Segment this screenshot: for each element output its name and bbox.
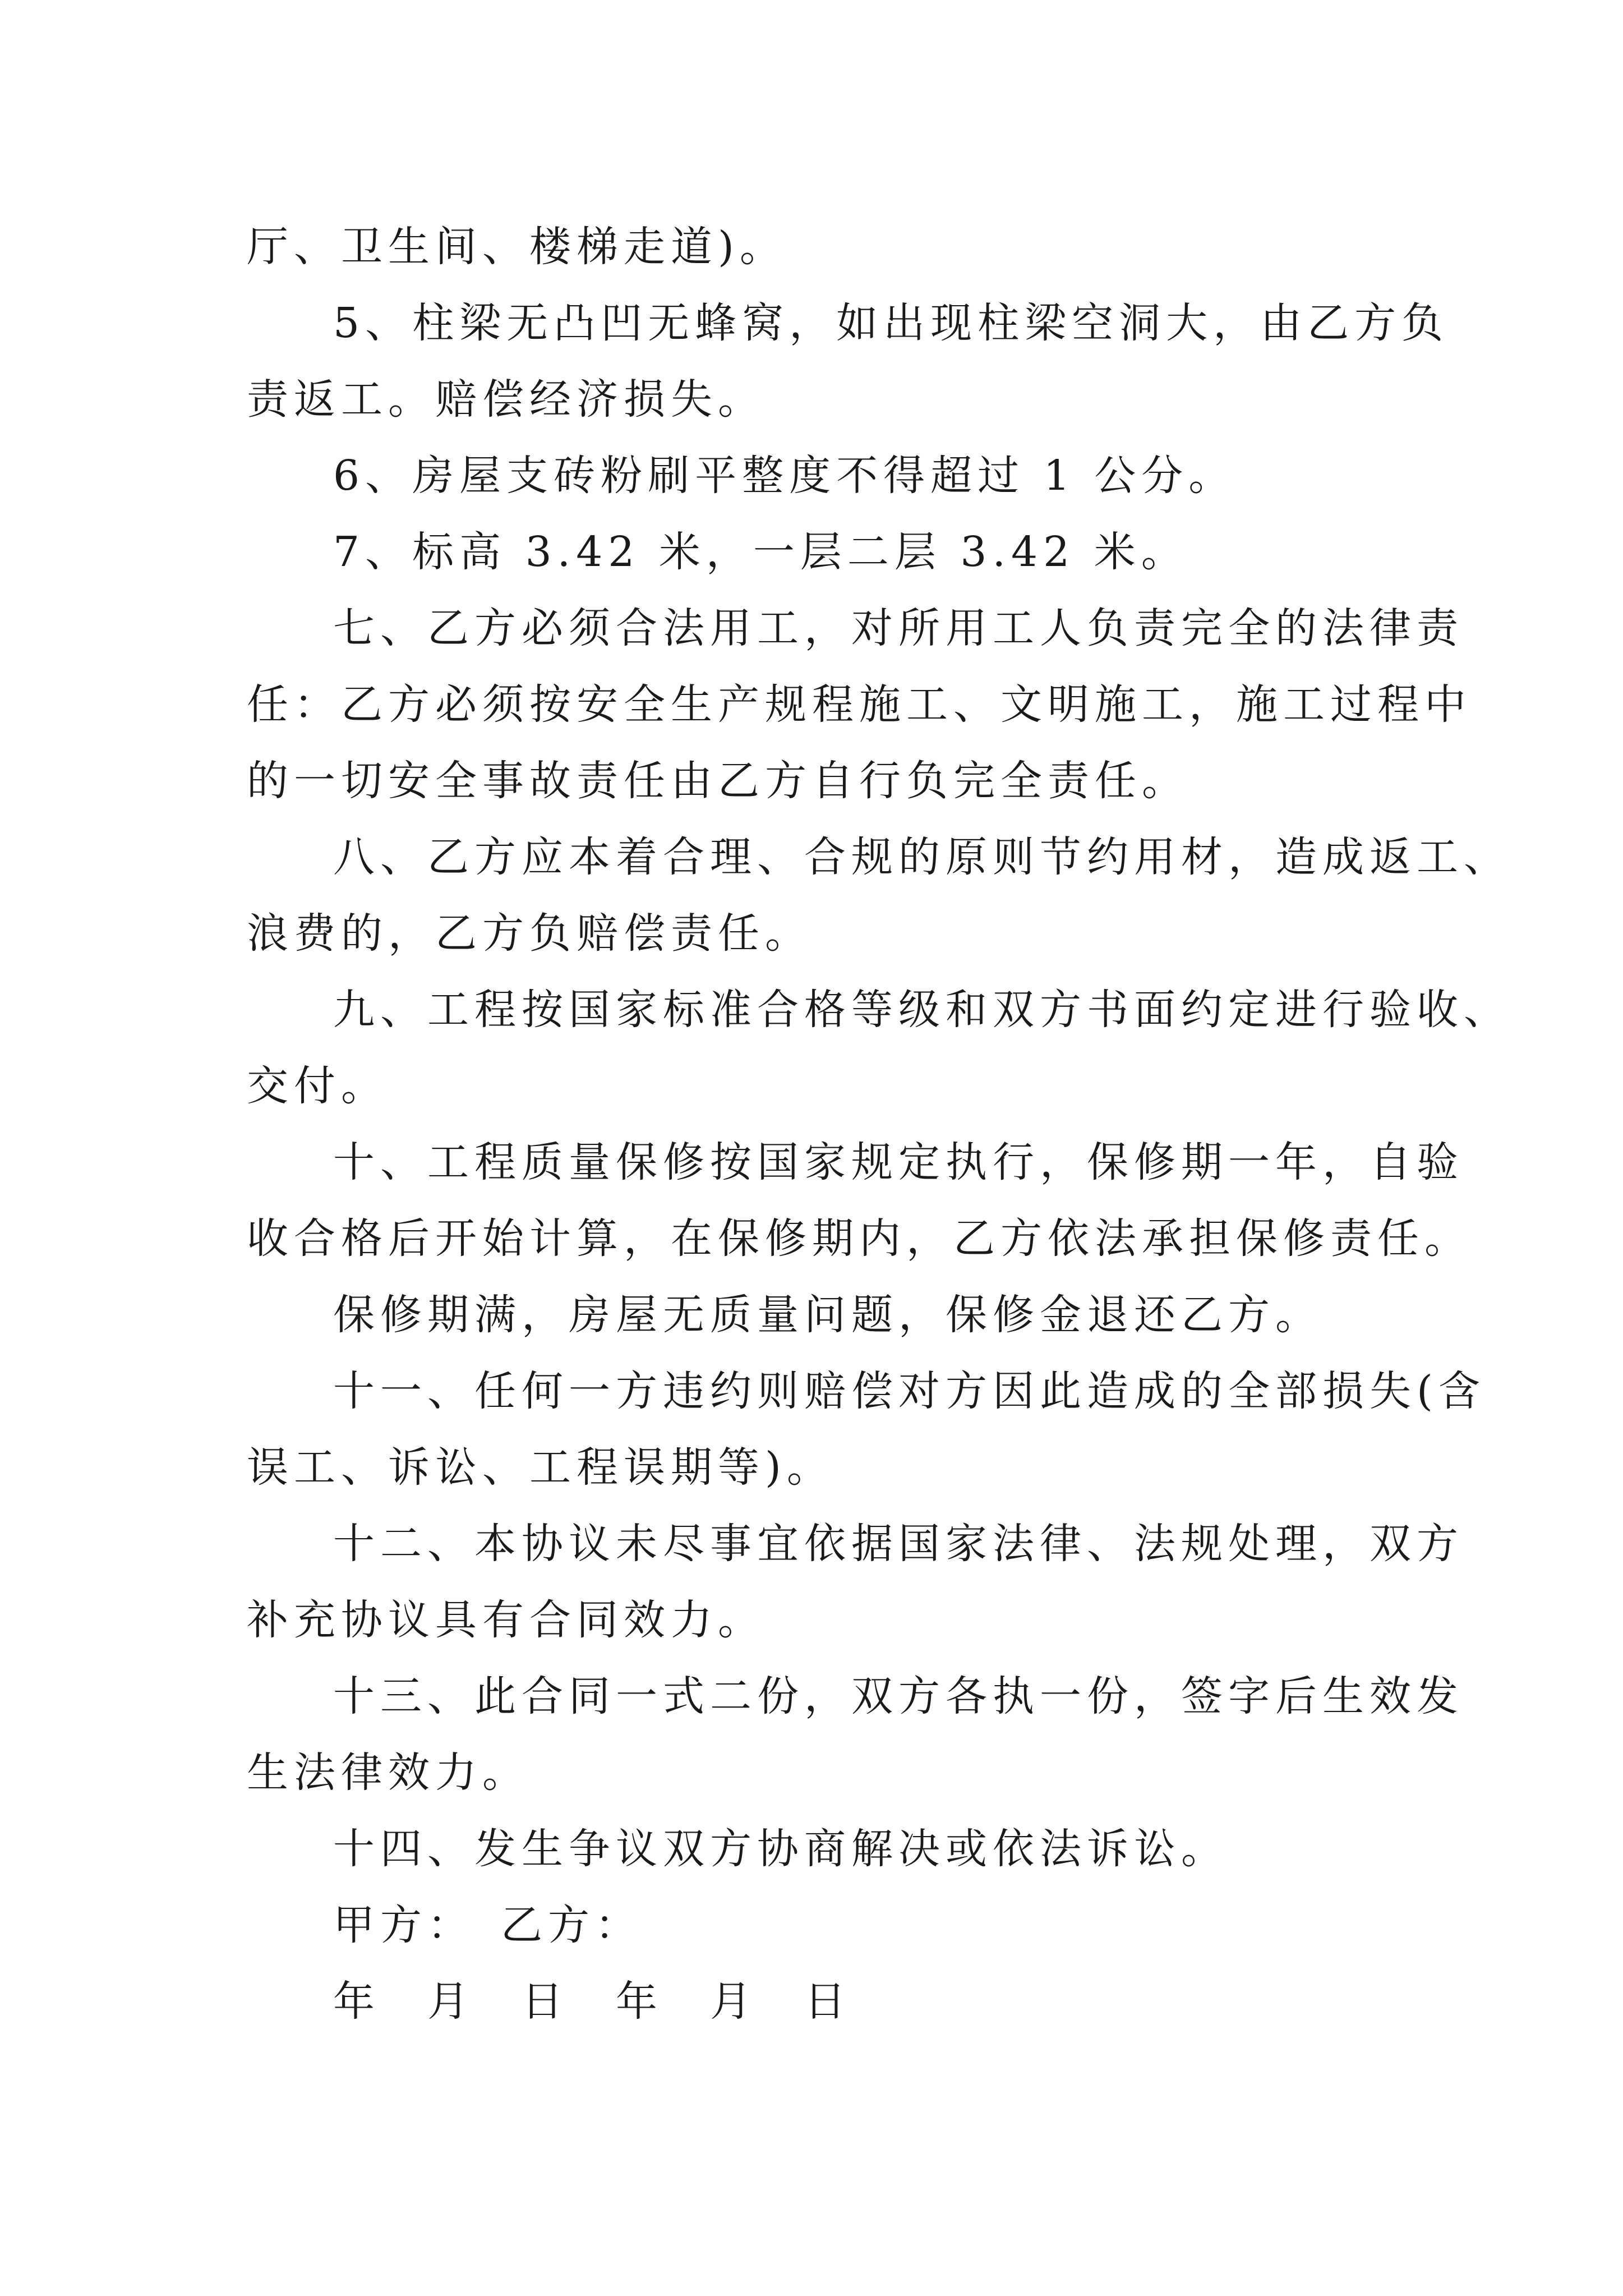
signature-parties: 甲方： 乙方：: [333, 1901, 642, 1949]
contract-text: [247, 209, 1511, 2040]
text-line: 十一、任何一方违约则赔偿对方因此造成的全部损失(含: [333, 1367, 1486, 1415]
text-line: 5、柱梁无凸凹无蜂窝，如出现柱梁空洞大，由乙方负: [333, 299, 1449, 347]
text-line: 补充协议具有合同效力。: [247, 1596, 765, 1644]
text-line: 九、工程按国家标准合格等级和双方书面约定进行验收、: [333, 986, 1511, 1034]
text-line: 任：乙方必须按安全生产规程施工、文明施工，施工过程中: [247, 680, 1472, 729]
text-line: 生法律效力。: [247, 1749, 529, 1797]
text-line: 十三、此合同一式二份，双方各执一份，签字后生效发: [333, 1672, 1464, 1720]
text-line: 7、标高 3.42 米，一层二层 3.42 米。: [333, 528, 1188, 576]
text-line: 十、工程质量保修按国家规定执行，保修期一年，自验: [333, 1138, 1464, 1186]
signature-dates: 年 月 日 年 月 日: [333, 1977, 851, 2026]
text-line: 责返工。赔偿经济损失。: [247, 375, 765, 424]
text-line: 十二、本协议未尽事宜依据国家法律、法规处理，双方: [333, 1520, 1464, 1568]
text-line: 八、乙方应本着合理、合规的原则节约用材，造成返工、: [333, 833, 1511, 881]
text-line: 交付。: [247, 1062, 388, 1110]
text-line: 收合格后开始计算，在保修期内，乙方依法承担保修责任。: [247, 1214, 1472, 1263]
text-line: 浪费的，乙方负赔偿责任。: [247, 909, 812, 958]
text-line: 厅、卫生间、楼梯走道)。: [247, 223, 787, 271]
text-line: 6、房屋支砖粉刷平整度不得超过 1 公分。: [333, 452, 1236, 500]
text-line: 的一切安全事故责任由乙方自行负完全责任。: [247, 757, 1189, 805]
text-line: 七、乙方必须合法用工，对所用工人负责完全的法律责: [333, 604, 1464, 652]
text-line: 十四、发生争议双方协商解决或依法诉讼。: [333, 1825, 1228, 1873]
text-line: 误工、诉讼、工程误期等)。: [247, 1443, 834, 1492]
text-line: 保修期满，房屋无质量问题，保修金退还乙方。: [333, 1291, 1322, 1339]
